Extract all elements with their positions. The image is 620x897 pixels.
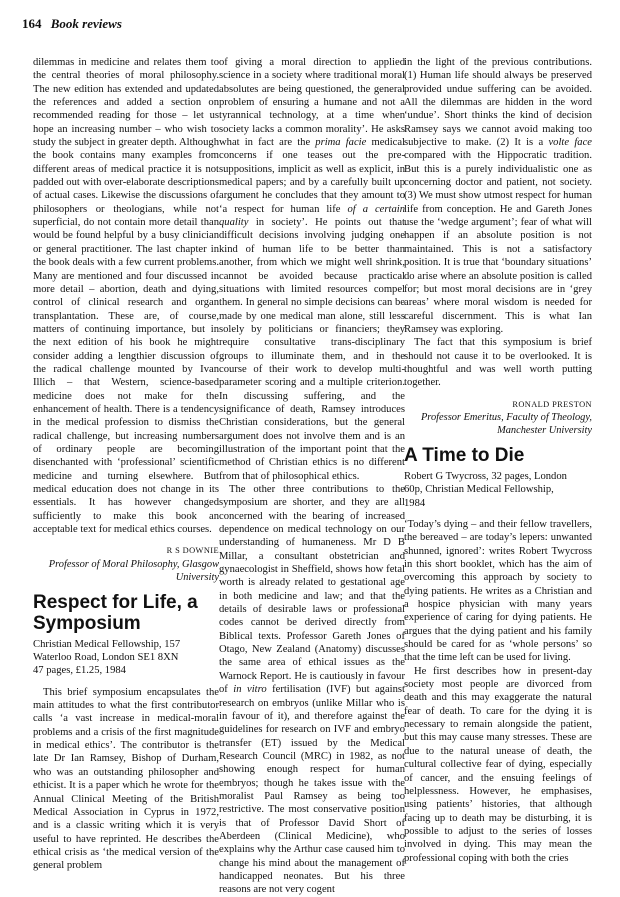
review-title: A Time to Die xyxy=(404,444,525,466)
affiliation-line: Professor Emeritus, Faculty of Theology, xyxy=(420,411,592,423)
text-run: of giving a moral direction to applied science in a society where traditional moral absolutes are being questioned, the general problem of ensuring a humane and not a tyrannical technology, at a time when society lacks a common morality’. He asks what in fact are the xyxy=(219,57,405,149)
text-run: in society’. He points out that difficult decisions involving judging one kind of human life to be better than another, from which we might well shrink, cannot be avoided because practical situations with limited resources compel them. In general no simple decisions can be made by one medical man alone, still less solely by politicians or financiers; they require consultative trans-disciplinary groups to illuminate them, and in the course of their work to develop multi-parameter scoring and a multiple criterion. In discussing suffering, and the significance of death, Ramsey introduces Christian considerations, but the general argument does not involve them and is an illustration of the important point that the method of Christian ethics is no different from that of philosophical ethics. xyxy=(219,217,405,482)
book-details-line: 1984 xyxy=(404,497,426,509)
book-details xyxy=(33,638,219,678)
text-run: fertilisation (IVF) but against research on embryos (unlike Millar who is in favour of it), and therefore against the guidelines for research on IVF and embryo transfer (ET) issued by the Medical Research Council (MRC) in 1982, as not showing enough respect for human embryos; though he takes issue with the moralist Paul Ramsey as being too restrictive. The most conservative position is that of Professor David Short of Aberdeen (Clinical Medicine), who explains why the Arthur case caused him to change his mind about the management of handicapped neonates. But his three reasons are not very cogent xyxy=(219,684,405,896)
column-3 xyxy=(404,56,592,865)
reviewer-name: RONALD PRESTON xyxy=(512,399,592,409)
reviewer-affiliation xyxy=(33,558,219,584)
affiliation-line: University xyxy=(175,571,219,583)
book-details-line: Waterloo Road, London SE1 8XN xyxy=(33,652,179,664)
review-text: He first describes how in present-day society most people are divorced from death and this may exaggerate the natural fear of death. To care for the dying it is necessary to remain alongside the patient, but this may cause many stresses. These are due to the natural unease of death, the cultural collective fear of dying, especially of cancer, and the ensuing feelings of helplessness. However, he emphasises, using patients’ histories, that although facing up to death may be disturbing, it is possible to adjust to the series of losses involved in dying. This may mean the professional coping with both the cries xyxy=(404,665,592,864)
italic-run: prima facie xyxy=(315,137,367,149)
section-title: Book reviews xyxy=(50,16,122,31)
page-number: 164 xyxy=(22,16,42,31)
text-run: medical concerns if one teases out the pre-suppositions, implicit as well as explicit, in medical papers; and by a carefully built up argument he concludes that they amount to ‘a respect for human life xyxy=(219,137,405,215)
italic-run: of a certain quality xyxy=(219,203,405,229)
review-text xyxy=(219,56,405,483)
book-details-line: Christian Medical Fellowship, 157 xyxy=(33,638,181,650)
book-details xyxy=(404,470,592,510)
book-details-line: 60p, Christian Medical Fellowship, xyxy=(404,484,554,496)
affiliation-line: Professor of Moral Philosophy, Glasgow xyxy=(48,558,219,570)
column-1 xyxy=(33,56,219,873)
text-run: in the light of the previous contributions. (1) Human life should always be preserved provided undue suffering can be avoided. All the dilemmas are hidden in the word ‘undue’. Short thinks the kind of decision Ramsey says we cannot avoid making too subjective to make. (2) It is a xyxy=(404,57,592,149)
italic-run: in vitro xyxy=(233,684,267,696)
affiliation-line: Manchester University xyxy=(497,424,592,436)
reviewer-affiliation xyxy=(404,411,592,437)
text-run: The other three contributions to the symposium are shorter, and they are all concerned with the bearing of increased dependence on medical technology on our understanding of humaneness. Mr D B Millar, a consultant obstetrician and gynaecologist in Sheffield, shows how fetal worth is already related to gestational age in both medicine and law; and that the details of desirable laws or professional codes cannot be derived directly from Biblical texts. Professor Gareth Jones of Otago, New Zealand (Anatomy) discusses the same area of ethical issues as the Warnock Report. He is cautiously in favour of xyxy=(219,484,405,696)
review-text: dilemmas in medicine and relates them to the central theories of moral philosophy. The new edition has extended and updated the references and added a section on recommended reading for those – let us hope an increasing number – who wish to study the subject in greater depth. Although the book contains many examples from different areas of medical practice it is not padded out with over-elaborate descriptions of actual cases. Likewise the discussions of philosophers or theologians, while not superficial, do not contain more detail than would be found helpful by a busy clinician or general practitioner. The last chapter in the book deals with a few current problems. Many are mentioned and four discussed in more detail – abortion, death and dying, control of clinical research and organ transplantation. These are, of course, matters of continuing importance, but in the next edition of his book he might consider adding a lengthier discussion of the radical challenge mounted by Ivan Illich – that Western, science-based medicine does not make for the enhancement of health. There is a tendency in the medical profession to dismiss the radical challenge, but increasing numbers of ordinary people are becoming disenchanted with ‘professional’ scientific medicine and turning elsewhere. But medical education does not change in its essentials. It has however changed sufficiently to make this book an acceptable text for medical ethics courses. xyxy=(33,57,219,536)
book-details-line: 47 pages, £1.25, 1984 xyxy=(33,665,126,677)
running-header xyxy=(22,16,122,32)
column-2 xyxy=(219,56,405,897)
review-text xyxy=(404,56,592,336)
review-text: The fact that this symposium is brief should not cause it to be overlooked. It is thoughtful and was well worth putting together. xyxy=(404,337,592,389)
reviewer-name: R S DOWNIE xyxy=(166,546,219,556)
review-text xyxy=(219,483,405,897)
text-run: compared with the Hippocratic tradition. But this is a purely individualistic one as concerning doctor and patient, not society. (3) We must show utmost respect for human life from conception. He and Gareth Jones use the ‘wedge argument’; fear of what will happen if an absolute position is not maintained. This is not a satisfactory position. It is true that ‘boundary situations’ do arise where an absolute position is called for; but most moral decisions are in ‘grey areas’ where moral wisdom is needed for careful discernment. This is what Ian Ramsey was exploring. xyxy=(404,150,592,335)
italic-run: volte face xyxy=(548,137,592,149)
review-text: ‘Today’s dying – and their fellow travellers, the bereaved – are today’s lepers: unwanted shunned, ignored’: writes Robert Twycross in this short booklet, which has the aim of overcoming this approach by society to dying patients. He writes as a Christian and a hospice physician with many years experience of caring for dying patients. He argues that the dying patient and his family should be cared for as ‘whole persons’ so that the time left can be used for living. xyxy=(404,518,592,664)
book-details-line: Robert G Twycross, 32 pages, London xyxy=(404,470,567,482)
review-title: Respect for Life, a Symposium xyxy=(33,591,198,634)
review-text: This brief symposium encapsulates the main attitudes to what the first contributor calls ‘a vast increase in medical-moral problems and a crisis of the first magnitude in medical ethics’. The contributor is the late Dr Ian Ramsey, Bishop of Durham, who was an outstanding philosopher and ethicist. It is a paper which he wrote for the Annual Clinical Meeting of the British Medical Association in Cyprus in 1972, and is a classic writing which it is very useful to have reprinted. He describes the ethical crisis as ‘the medical version of the general problem xyxy=(33,686,219,872)
